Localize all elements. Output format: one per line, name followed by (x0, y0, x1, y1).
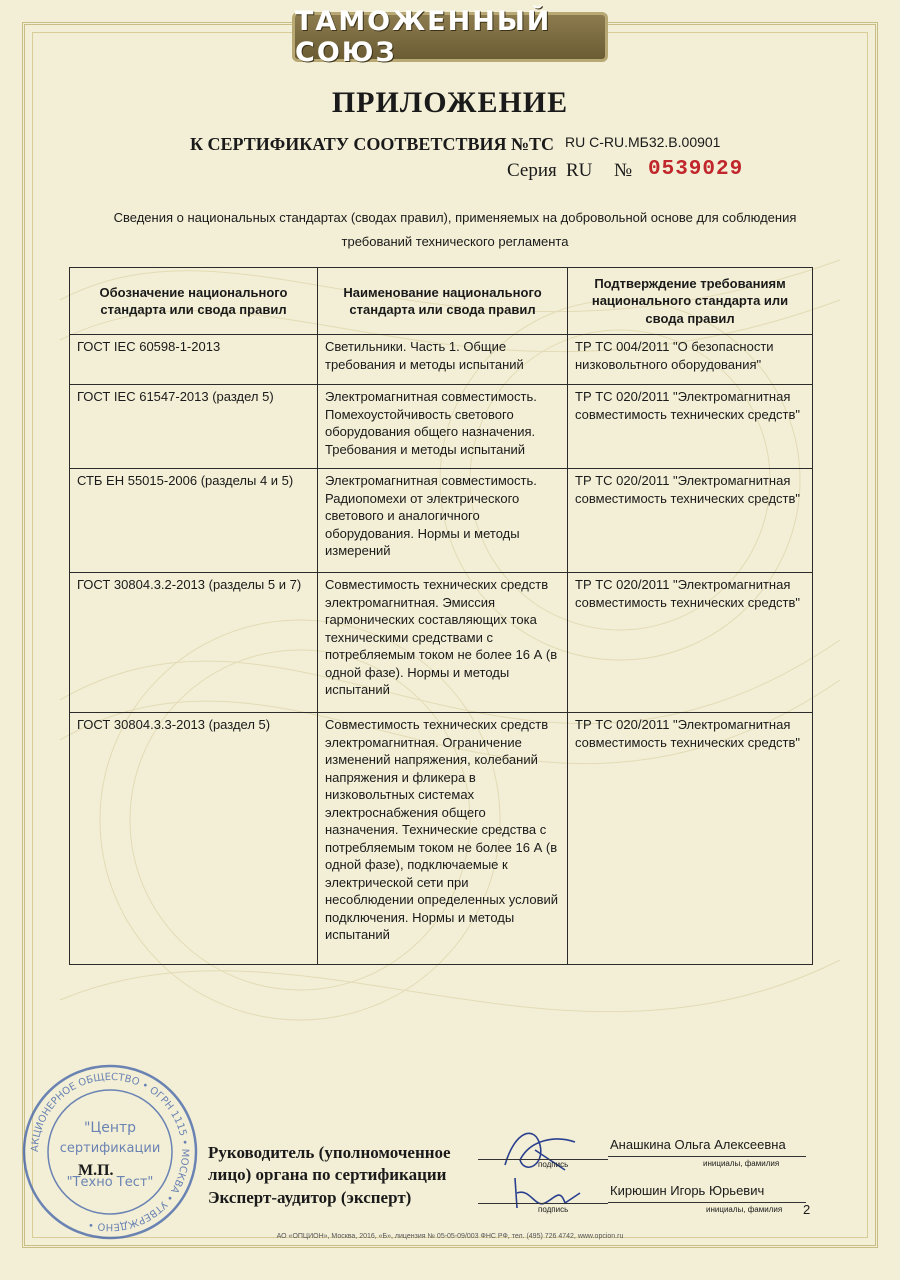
head-name-line (608, 1156, 806, 1157)
header-code: Обозначение национального стандарта или свода правил (70, 268, 318, 335)
table-row (70, 335, 813, 385)
seal-center-line-3: "Техно Тест" (66, 1175, 154, 1190)
header-confirmation: Подтверждение требованиям национального стандарта или свода правил (568, 268, 813, 335)
cell-code: ГОСТ 30804.3.3-2013 (раздел 5) (70, 713, 318, 965)
number-sign: № (614, 160, 633, 181)
cell-confirmation: ТР ТС 020/2011 "Электромагнитная совместимость технических средств" (568, 713, 813, 965)
head-name-label: инициалы, фамилия (703, 1159, 780, 1168)
head-role-line-1: Руководитель (уполномоченное (208, 1143, 451, 1162)
expert-name-label: инициалы, фамилия (706, 1205, 783, 1214)
page-number: 2 (803, 1202, 811, 1217)
standards-table (69, 267, 813, 965)
page-title: ПРИЛОЖЕНИЕ (331, 86, 569, 119)
cell-name: Электромагнитная совместимость. Помехоустойчивость светового оборудования общего назначения. Требования и методы испытаний (318, 385, 568, 469)
table-row (70, 713, 813, 965)
certificate-number: RU C-RU.МБ32.В.00901 (565, 134, 721, 150)
expert-name-line (608, 1202, 806, 1203)
series-value: RU (566, 160, 593, 181)
head-role (208, 1142, 451, 1186)
seal-ring-text: АКЦИОНЕРНОЕ ОБЩЕСТВО • ОГРН 1115 • МОСКВА • УТВЕРЖДЕНО • (29, 1071, 191, 1233)
customs-union-banner (292, 6, 608, 68)
table-row (70, 385, 813, 469)
cell-name: Совместимость технических средств электромагнитная. Ограничение изменений напряжения, колебаний напряжения и фликера в низковольтных системах электроснабжения общего назначения. Технические средства с потребляемым током не более 16 А (в одной фазе), подключаемые к электрической сети при несоблюдении определенных условий подключения. Нормы и методы испытаний (318, 713, 568, 965)
head-name: Анашкина Ольга Алексеевна (610, 1137, 786, 1152)
table-header-row (70, 268, 813, 335)
series-label: Серия (507, 160, 557, 181)
intro-text (70, 206, 840, 254)
blank-number: 0539029 (648, 158, 744, 181)
cell-code: СТБ ЕН 55015-2006 (разделы 4 и 5) (70, 469, 318, 573)
cell-code: ГОСТ 30804.3.2-2013 (разделы 5 и 7) (70, 573, 318, 713)
cell-name: Совместимость технических средств электромагнитная. Эмиссия гармонических составляющих тока техническими средствами с потребляемым током не более 16 А (в одной фазе). Нормы и методы испытаний (318, 573, 568, 713)
head-signature-label: подпись (538, 1160, 569, 1169)
banner-text: ТАМОЖЕННЫЙ СОЮЗ (295, 6, 552, 68)
cell-confirmation: ТР ТС 020/2011 "Электромагнитная совместимость технических средств" (568, 469, 813, 573)
certificate-label: К СЕРТИФИКАТУ СООТВЕТСТВИЯ №ТС (190, 134, 555, 154)
seal-center-line-2: сертификации (59, 1141, 161, 1156)
table-row (70, 573, 813, 713)
head-role-line-2: лицо) органа по сертификации (208, 1165, 447, 1184)
expert-signature-label: подпись (538, 1205, 569, 1214)
expert-name: Кирюшин Игорь Юрьевич (610, 1183, 765, 1198)
cell-confirmation: ТР ТС 020/2011 "Электромагнитная совместимость технических средств" (568, 385, 813, 469)
expert-role: Эксперт-аудитор (эксперт) (208, 1188, 412, 1207)
seal-place-label: М.П. (78, 1162, 114, 1179)
intro-line-1: Сведения о национальных стандартах (сводах правил), применяемых на добровольной основе для соблюдения (113, 210, 797, 225)
certification-seal (20, 1062, 200, 1242)
seal-center-line-1: "Центр (83, 1120, 137, 1136)
printer-footer: АО «ОПЦИОН», Москва, 2016, «Б», лицензия № 05-05-09/003 ФНС РФ, тел. (495) 726 4742, www.opcion.ru (276, 1233, 624, 1240)
cell-confirmation: ТР ТС 020/2011 "Электромагнитная совместимость технических средств" (568, 573, 813, 713)
header-name: Наименование национального стандарта или свода правил (318, 268, 568, 335)
cell-confirmation: ТР ТС 004/2011 "О безопасности низковольтного оборудования" (568, 335, 813, 385)
table-row (70, 469, 813, 573)
cell-code: ГОСТ IEC 60598-1-2013 (70, 335, 318, 385)
cell-code: ГОСТ IEC 61547-2013 (раздел 5) (70, 385, 318, 469)
intro-line-2: требований технического регламента (341, 234, 569, 249)
cell-name: Светильники. Часть 1. Общие требования и методы испытаний (318, 335, 568, 385)
cell-name: Электромагнитная совместимость. Радиопомехи от электрического светового и аналогичного оборудования. Нормы и методы измерений (318, 469, 568, 573)
expert-signature-line (478, 1203, 608, 1204)
